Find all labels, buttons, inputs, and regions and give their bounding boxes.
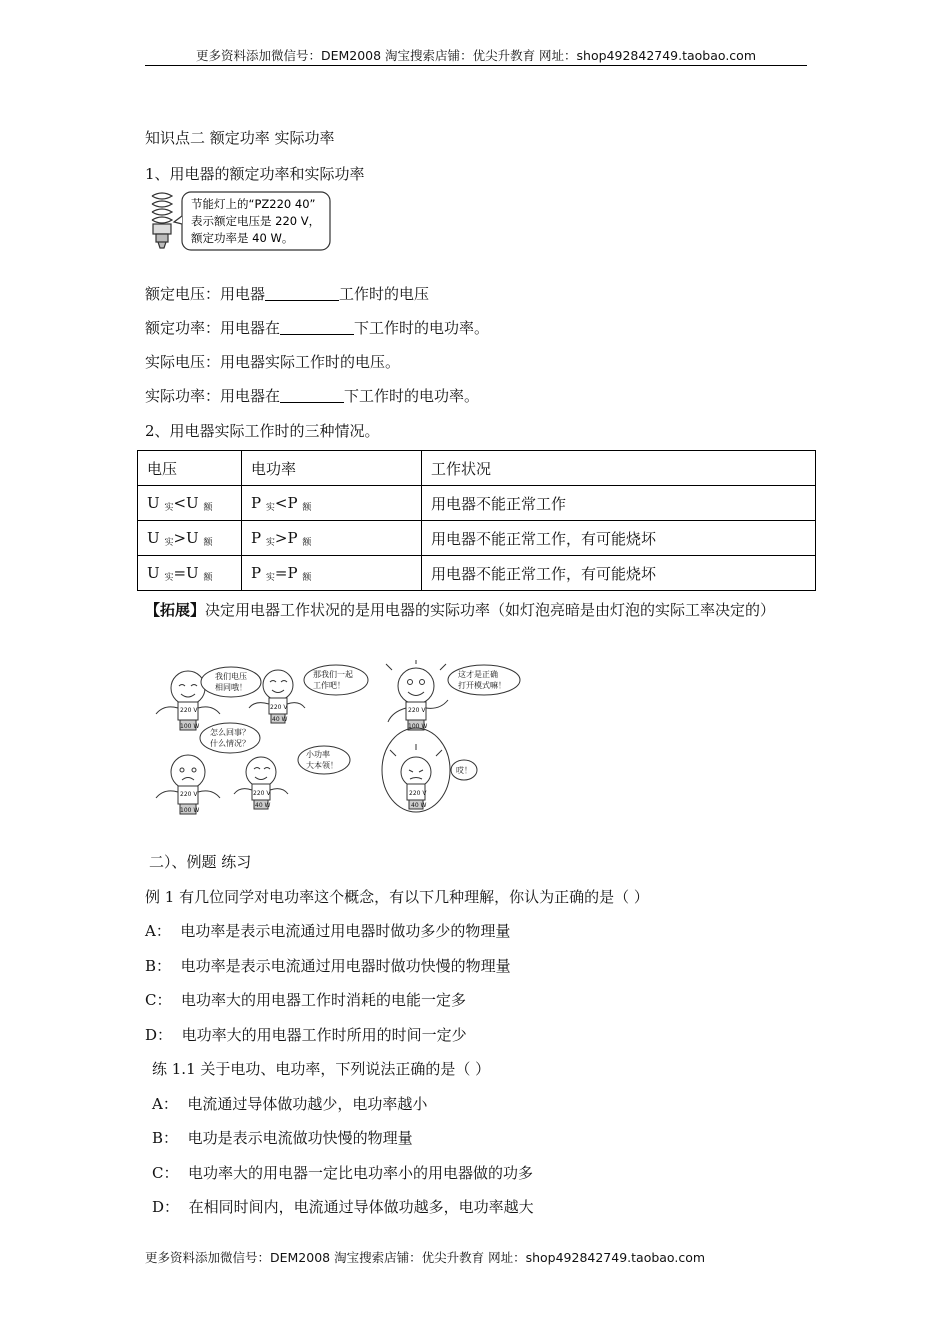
speech-bubble-5b: 打开模式嘛！ xyxy=(458,681,506,690)
practice-1-option-a: A： 电流通过导体做功越少，电功率越小 xyxy=(152,1095,428,1113)
page-footer: 更多资料添加微信号：DEM2008 淘宝搜索店铺：优尖升教育 网址：shop492842749.taobao.com xyxy=(145,1250,706,1265)
table-header-row xyxy=(138,451,816,486)
example-1-option-d: D： 电功率大的用电器工作时所用的时间一定少 xyxy=(145,1026,467,1044)
svg-text:40 W: 40 W xyxy=(411,802,427,809)
header-rule xyxy=(145,65,807,66)
practice-1-option-b: B： 电功是表示电流做功快慢的物理量 xyxy=(152,1129,413,1147)
def-rated-voltage: 额定电压：用电器 工作时的电压 xyxy=(145,285,430,303)
speech-bubble-2b: 工作吧！ xyxy=(313,681,345,690)
speech-bubble-1a: 我们电压 xyxy=(215,672,247,681)
practice-title: 二）、例题 练习 xyxy=(149,853,252,871)
practice-1-question: 练 1.1 关于电功、电功率，下列说法正确的是（ ） xyxy=(152,1060,491,1078)
energy-saving-bulb-figure xyxy=(140,188,340,258)
def-actual-voltage: 实际电压：用电器实际工作时的电压。 xyxy=(145,353,401,371)
table-row: U $_实$>U $_额$ P $_实$>P $_额$ 用电器不能正常工作，有可能烧坏 xyxy=(138,521,816,556)
page-header: 更多资料添加微信号：DEM2008 淘宝搜索店铺：优尖升教育 网址：shop492842749.taobao.com xyxy=(195,48,757,63)
speech-bubble-3b: 什么情况？ xyxy=(210,739,250,748)
bulb-cartoon xyxy=(148,660,538,830)
practice-1-option-c: C： 电功率大的用电器一定比电功率小的用电器做的功多 xyxy=(152,1164,534,1182)
subheading-2: 2、用电器实际工作时的三种情况。 xyxy=(145,422,380,440)
example-1-option-a: A： 电功率是表示电流通过用电器时做功多少的物理量 xyxy=(145,922,511,940)
speech-bubble-5a: 这才是正确 xyxy=(458,670,498,679)
bulb-note-line-1: 节能灯上的“PZ220 40” xyxy=(191,197,316,211)
svg-text:100 W: 100 W xyxy=(408,723,428,730)
speech-bubble-4a: 小功率 xyxy=(306,750,330,759)
example-1-option-b: B： 电功率是表示电流通过用电器时做功快慢的物理量 xyxy=(145,957,511,975)
speech-bubble-1b: 相同哦！ xyxy=(215,683,247,692)
svg-text:220 V: 220 V xyxy=(409,790,427,797)
svg-text:100 W: 100 W xyxy=(180,807,200,814)
subheading-1: 1、用电器的额定功率和实际功率 xyxy=(145,165,365,183)
speech-bubble-3a: 怎么回事？ xyxy=(210,728,250,737)
example-1-question: 例 1 有几位同学对电功率这个概念，有以下几种理解，你认为正确的是（ ） xyxy=(145,888,649,906)
svg-text:220 V: 220 V xyxy=(180,791,198,798)
svg-text:220 V: 220 V xyxy=(270,704,288,711)
practice-1-option-d: D： 在相同时间内，电流通过导体做功越多，电功率越大 xyxy=(152,1198,534,1216)
table-row: U $_实$<U $_额$ P $_实$<P $_额$ 用电器不能正常工作 xyxy=(138,486,816,521)
def-actual-power: 实际功率：用电器在 下工作时的电功率。 xyxy=(145,387,480,405)
working-conditions-table xyxy=(137,450,816,591)
bulb-character-icon xyxy=(390,744,442,809)
th-status: 工作状况 xyxy=(422,451,816,486)
svg-text:220 V: 220 V xyxy=(253,790,271,797)
th-voltage: 电压 xyxy=(138,451,242,486)
section-title: 知识点二 额定功率 实际功率 xyxy=(145,129,335,147)
cfl-bulb-icon xyxy=(152,193,172,248)
speech-bubble-6: 哎！ xyxy=(456,766,472,775)
th-power: 电功率 xyxy=(242,451,422,486)
example-1-option-c: C： 电功率大的用电器工作时消耗的电能一定多 xyxy=(145,991,467,1009)
def-rated-power: 额定功率：用电器在 下工作时的电功率。 xyxy=(145,319,490,337)
svg-text:100 W: 100 W xyxy=(180,723,200,730)
bulb-note-line-3: 额定功率是 40 W。 xyxy=(191,231,294,245)
table-row: U $_实$=U $_额$ P $_实$=P $_额$ 用电器不能正常工作，有可能烧坏 xyxy=(138,556,816,591)
extension-paragraph: 【拓展】决定用电器工作状况的是用电器的实际功率（如灯泡亮暗是由灯泡的实际工率决定的） xyxy=(145,601,776,619)
svg-text:40 W: 40 W xyxy=(255,802,271,809)
svg-text:220 V: 220 V xyxy=(180,707,198,714)
bulb-character-icon xyxy=(156,755,220,814)
speech-bubble-2a: 那我们一起 xyxy=(313,670,353,679)
bulb-note-line-2: 表示额定电压是 220 V， xyxy=(191,214,321,228)
speech-bubble-4b: 大本领！ xyxy=(306,761,338,770)
svg-text:40 W: 40 W xyxy=(272,716,288,723)
svg-text:220 V: 220 V xyxy=(408,707,426,714)
bulb-character-icon xyxy=(386,660,448,730)
